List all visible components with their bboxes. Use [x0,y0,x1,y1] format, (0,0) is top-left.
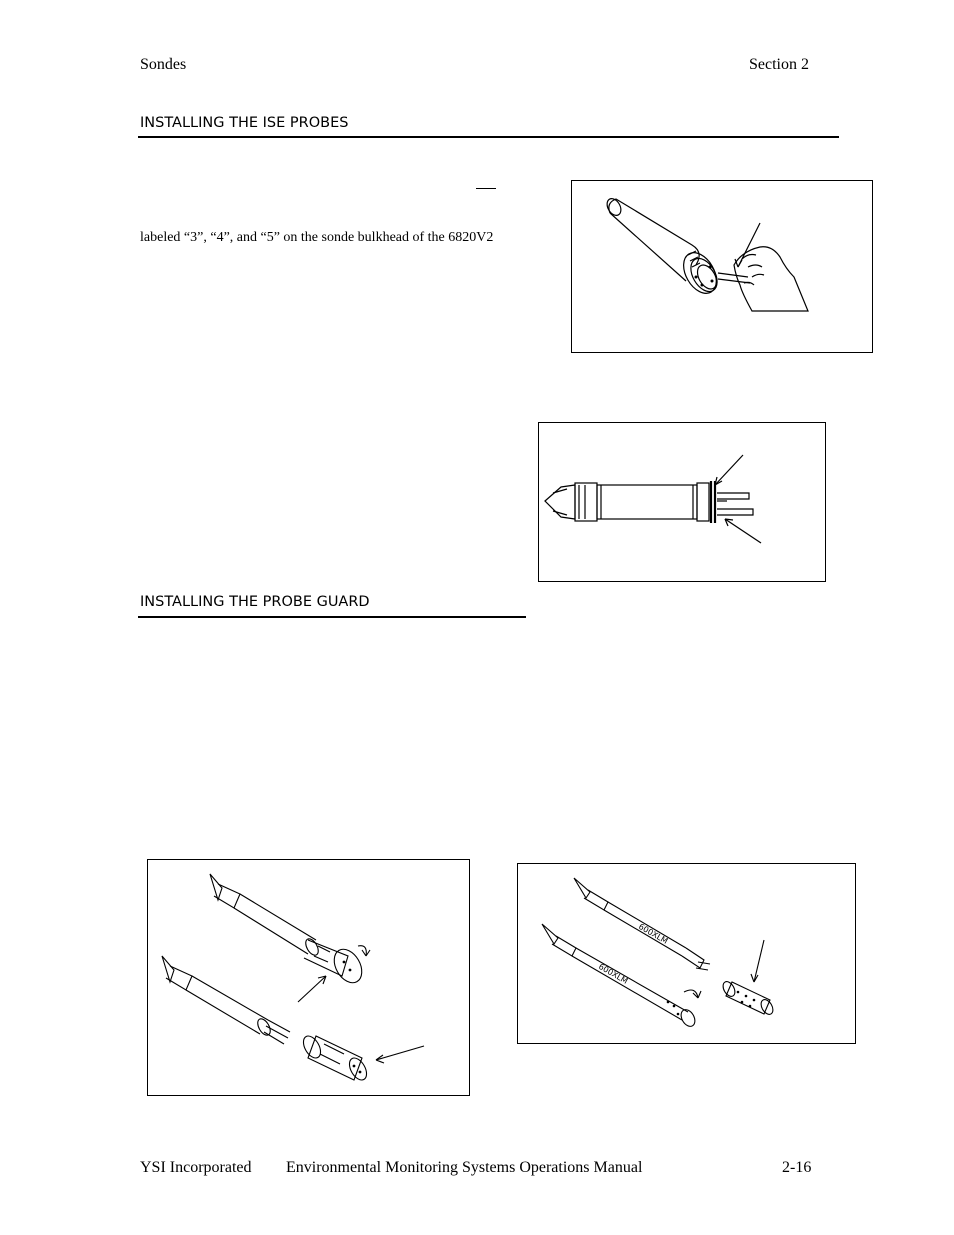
section-title-ise: INSTALLING THE ISE PROBES [140,115,349,131]
underline-fragment [476,176,496,189]
guard-sonde-illustration [148,860,471,1097]
ise-oring-illustration [539,423,827,583]
figure-guard-600xlm [517,863,856,1044]
section-rule-ise [138,136,839,138]
header-left: Sondes [140,56,187,73]
footer-company: YSI Incorporated [140,1159,252,1176]
section-title-guard: INSTALLING THE PROBE GUARD [140,594,370,610]
body-line: labeled “3”, “4”, and “5” on the sonde bulkhead of the 6820V2 [140,230,494,245]
section-rule-guard [138,616,526,618]
header-right: Section 2 [749,56,809,73]
figure-ise-oring [538,422,826,582]
upper-600xlm-label: 600XLM [637,921,670,946]
figure-guard-sonde [147,859,470,1096]
ise-install-illustration [572,181,874,354]
figure-ise-install [571,180,873,353]
footer-manual: Environmental Monitoring Systems Operations Manual [286,1159,643,1176]
footer-page: 2-16 [782,1159,812,1176]
lower-600xlm-label: 600XLM [597,961,630,986]
guard-600xlm-illustration [518,864,857,1045]
